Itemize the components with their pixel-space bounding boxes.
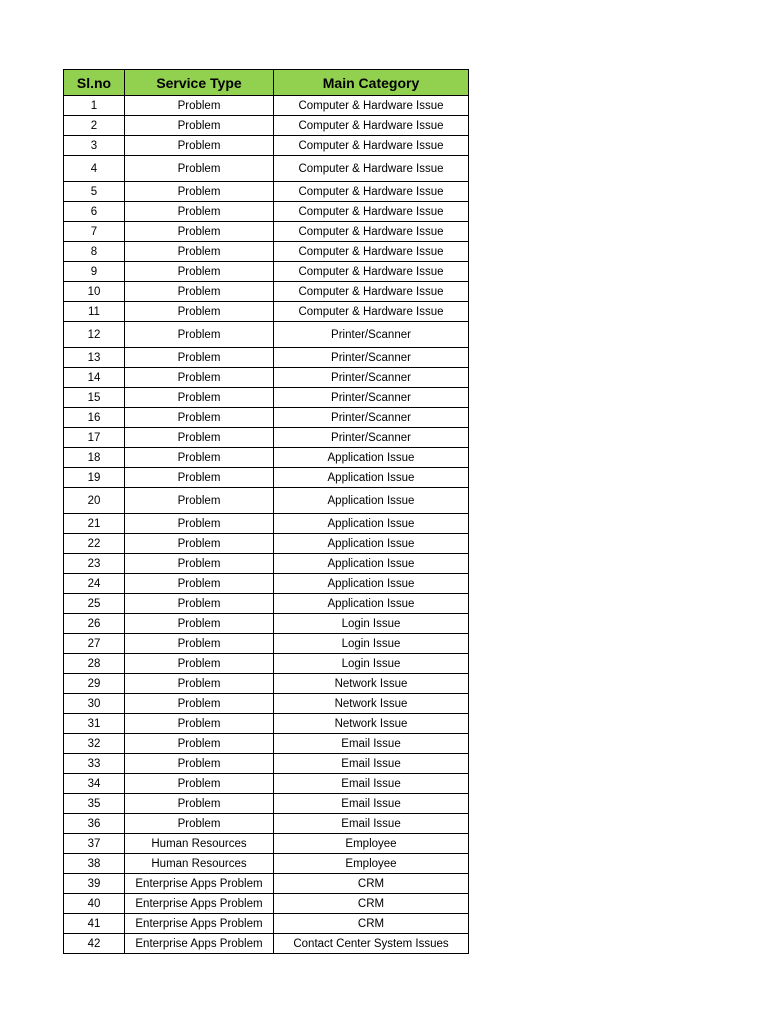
cell-sl-no: 9 <box>64 262 125 282</box>
cell-main-category: Computer & Hardware Issue <box>274 156 469 182</box>
cell-main-category: CRM <box>274 874 469 894</box>
cell-service-type: Problem <box>125 136 274 156</box>
cell-sl-no: 3 <box>64 136 125 156</box>
cell-main-category: Login Issue <box>274 634 469 654</box>
cell-main-category: Application Issue <box>274 488 469 514</box>
table-row <box>64 222 469 242</box>
cell-sl-no: 5 <box>64 182 125 202</box>
table-row <box>64 814 469 834</box>
table-row <box>64 614 469 634</box>
service-category-table <box>63 69 469 954</box>
table-row <box>64 322 469 348</box>
cell-service-type: Problem <box>125 282 274 302</box>
table-row <box>64 182 469 202</box>
cell-main-category: Computer & Hardware Issue <box>274 136 469 156</box>
cell-main-category: Email Issue <box>274 734 469 754</box>
table-row <box>64 388 469 408</box>
table-row <box>64 448 469 468</box>
cell-service-type: Enterprise Apps Problem <box>125 894 274 914</box>
cell-main-category: Application Issue <box>274 554 469 574</box>
table-row <box>64 574 469 594</box>
cell-sl-no: 22 <box>64 534 125 554</box>
cell-sl-no: 23 <box>64 554 125 574</box>
table-row <box>64 934 469 954</box>
cell-main-category: Application Issue <box>274 574 469 594</box>
cell-sl-no: 15 <box>64 388 125 408</box>
table-row <box>64 594 469 614</box>
cell-service-type: Problem <box>125 634 274 654</box>
table-row <box>64 894 469 914</box>
cell-sl-no: 31 <box>64 714 125 734</box>
cell-sl-no: 24 <box>64 574 125 594</box>
cell-service-type: Problem <box>125 348 274 368</box>
header-main-category: Main Category <box>274 70 469 96</box>
cell-main-category: Login Issue <box>274 654 469 674</box>
cell-main-category: Computer & Hardware Issue <box>274 302 469 322</box>
cell-service-type: Problem <box>125 182 274 202</box>
cell-sl-no: 39 <box>64 874 125 894</box>
cell-sl-no: 18 <box>64 448 125 468</box>
cell-sl-no: 12 <box>64 322 125 348</box>
cell-sl-no: 25 <box>64 594 125 614</box>
cell-main-category: Employee <box>274 854 469 874</box>
cell-sl-no: 20 <box>64 488 125 514</box>
cell-service-type: Problem <box>125 714 274 734</box>
cell-service-type: Problem <box>125 202 274 222</box>
cell-main-category: Printer/Scanner <box>274 408 469 428</box>
cell-main-category: Printer/Scanner <box>274 322 469 348</box>
table-row <box>64 468 469 488</box>
cell-service-type: Problem <box>125 96 274 116</box>
cell-service-type: Problem <box>125 774 274 794</box>
cell-service-type: Problem <box>125 408 274 428</box>
cell-service-type: Problem <box>125 242 274 262</box>
table-row <box>64 428 469 448</box>
cell-main-category: Application Issue <box>274 468 469 488</box>
cell-sl-no: 36 <box>64 814 125 834</box>
cell-service-type: Problem <box>125 574 274 594</box>
table-row <box>64 368 469 388</box>
cell-main-category: Computer & Hardware Issue <box>274 182 469 202</box>
cell-service-type: Problem <box>125 554 274 574</box>
cell-main-category: Printer/Scanner <box>274 428 469 448</box>
cell-service-type: Enterprise Apps Problem <box>125 914 274 934</box>
table-row <box>64 774 469 794</box>
cell-sl-no: 30 <box>64 694 125 714</box>
cell-service-type: Problem <box>125 322 274 348</box>
cell-sl-no: 7 <box>64 222 125 242</box>
cell-sl-no: 27 <box>64 634 125 654</box>
cell-main-category: Computer & Hardware Issue <box>274 242 469 262</box>
cell-sl-no: 10 <box>64 282 125 302</box>
table-row <box>64 674 469 694</box>
cell-service-type: Problem <box>125 514 274 534</box>
cell-service-type: Problem <box>125 694 274 714</box>
table-body <box>64 96 469 954</box>
cell-main-category: Computer & Hardware Issue <box>274 116 469 136</box>
table-row <box>64 262 469 282</box>
cell-main-category: Network Issue <box>274 714 469 734</box>
header-sl-no: Sl.no <box>64 70 125 96</box>
cell-service-type: Problem <box>125 448 274 468</box>
table-row <box>64 242 469 262</box>
table-row <box>64 488 469 514</box>
table-row <box>64 408 469 428</box>
table-row <box>64 302 469 322</box>
cell-sl-no: 35 <box>64 794 125 814</box>
cell-service-type: Problem <box>125 116 274 136</box>
table-row <box>64 202 469 222</box>
cell-service-type: Problem <box>125 156 274 182</box>
cell-sl-no: 33 <box>64 754 125 774</box>
cell-service-type: Problem <box>125 674 274 694</box>
cell-sl-no: 40 <box>64 894 125 914</box>
table-row <box>64 514 469 534</box>
cell-sl-no: 8 <box>64 242 125 262</box>
table-row <box>64 136 469 156</box>
cell-service-type: Problem <box>125 754 274 774</box>
cell-service-type: Problem <box>125 368 274 388</box>
cell-service-type: Enterprise Apps Problem <box>125 874 274 894</box>
cell-service-type: Human Resources <box>125 834 274 854</box>
cell-service-type: Problem <box>125 654 274 674</box>
cell-service-type: Enterprise Apps Problem <box>125 934 274 954</box>
cell-main-category: Application Issue <box>274 534 469 554</box>
header-row <box>64 70 469 96</box>
table-row <box>64 714 469 734</box>
cell-service-type: Problem <box>125 222 274 242</box>
table-row <box>64 914 469 934</box>
cell-main-category: Printer/Scanner <box>274 368 469 388</box>
cell-service-type: Problem <box>125 734 274 754</box>
table-row <box>64 634 469 654</box>
cell-sl-no: 29 <box>64 674 125 694</box>
table-row <box>64 694 469 714</box>
cell-service-type: Problem <box>125 428 274 448</box>
cell-sl-no: 1 <box>64 96 125 116</box>
cell-sl-no: 38 <box>64 854 125 874</box>
table-row <box>64 534 469 554</box>
cell-sl-no: 32 <box>64 734 125 754</box>
cell-main-category: Computer & Hardware Issue <box>274 222 469 242</box>
table-row <box>64 348 469 368</box>
cell-sl-no: 4 <box>64 156 125 182</box>
header-service-type: Service Type <box>125 70 274 96</box>
cell-main-category: Application Issue <box>274 514 469 534</box>
table-row <box>64 794 469 814</box>
cell-sl-no: 14 <box>64 368 125 388</box>
cell-sl-no: 13 <box>64 348 125 368</box>
cell-sl-no: 11 <box>64 302 125 322</box>
cell-main-category: CRM <box>274 894 469 914</box>
table-row <box>64 834 469 854</box>
cell-main-category: Contact Center System Issues <box>274 934 469 954</box>
cell-main-category: Printer/Scanner <box>274 388 469 408</box>
cell-main-category: Network Issue <box>274 694 469 714</box>
cell-service-type: Problem <box>125 534 274 554</box>
cell-main-category: Employee <box>274 834 469 854</box>
cell-service-type: Human Resources <box>125 854 274 874</box>
table-row <box>64 654 469 674</box>
cell-main-category: Email Issue <box>274 794 469 814</box>
cell-service-type: Problem <box>125 262 274 282</box>
table-row <box>64 282 469 302</box>
cell-main-category: Printer/Scanner <box>274 348 469 368</box>
cell-main-category: Application Issue <box>274 448 469 468</box>
cell-main-category: Computer & Hardware Issue <box>274 282 469 302</box>
cell-sl-no: 2 <box>64 116 125 136</box>
cell-sl-no: 16 <box>64 408 125 428</box>
cell-sl-no: 17 <box>64 428 125 448</box>
cell-sl-no: 28 <box>64 654 125 674</box>
cell-main-category: Computer & Hardware Issue <box>274 96 469 116</box>
table-row <box>64 554 469 574</box>
cell-sl-no: 6 <box>64 202 125 222</box>
cell-service-type: Problem <box>125 468 274 488</box>
table-row <box>64 96 469 116</box>
cell-main-category: CRM <box>274 914 469 934</box>
cell-main-category: Computer & Hardware Issue <box>274 202 469 222</box>
cell-service-type: Problem <box>125 814 274 834</box>
table-row <box>64 754 469 774</box>
cell-service-type: Problem <box>125 594 274 614</box>
cell-service-type: Problem <box>125 794 274 814</box>
cell-service-type: Problem <box>125 614 274 634</box>
cell-sl-no: 34 <box>64 774 125 794</box>
cell-main-category: Email Issue <box>274 774 469 794</box>
cell-main-category: Application Issue <box>274 594 469 614</box>
table-row <box>64 734 469 754</box>
cell-main-category: Login Issue <box>274 614 469 634</box>
table-row <box>64 116 469 136</box>
cell-main-category: Email Issue <box>274 814 469 834</box>
table-row <box>64 874 469 894</box>
cell-sl-no: 21 <box>64 514 125 534</box>
cell-sl-no: 37 <box>64 834 125 854</box>
cell-service-type: Problem <box>125 488 274 514</box>
cell-main-category: Network Issue <box>274 674 469 694</box>
table-row <box>64 156 469 182</box>
cell-sl-no: 26 <box>64 614 125 634</box>
table-row <box>64 854 469 874</box>
cell-sl-no: 41 <box>64 914 125 934</box>
cell-sl-no: 42 <box>64 934 125 954</box>
cell-service-type: Problem <box>125 388 274 408</box>
cell-sl-no: 19 <box>64 468 125 488</box>
cell-service-type: Problem <box>125 302 274 322</box>
cell-main-category: Email Issue <box>274 754 469 774</box>
cell-main-category: Computer & Hardware Issue <box>274 262 469 282</box>
